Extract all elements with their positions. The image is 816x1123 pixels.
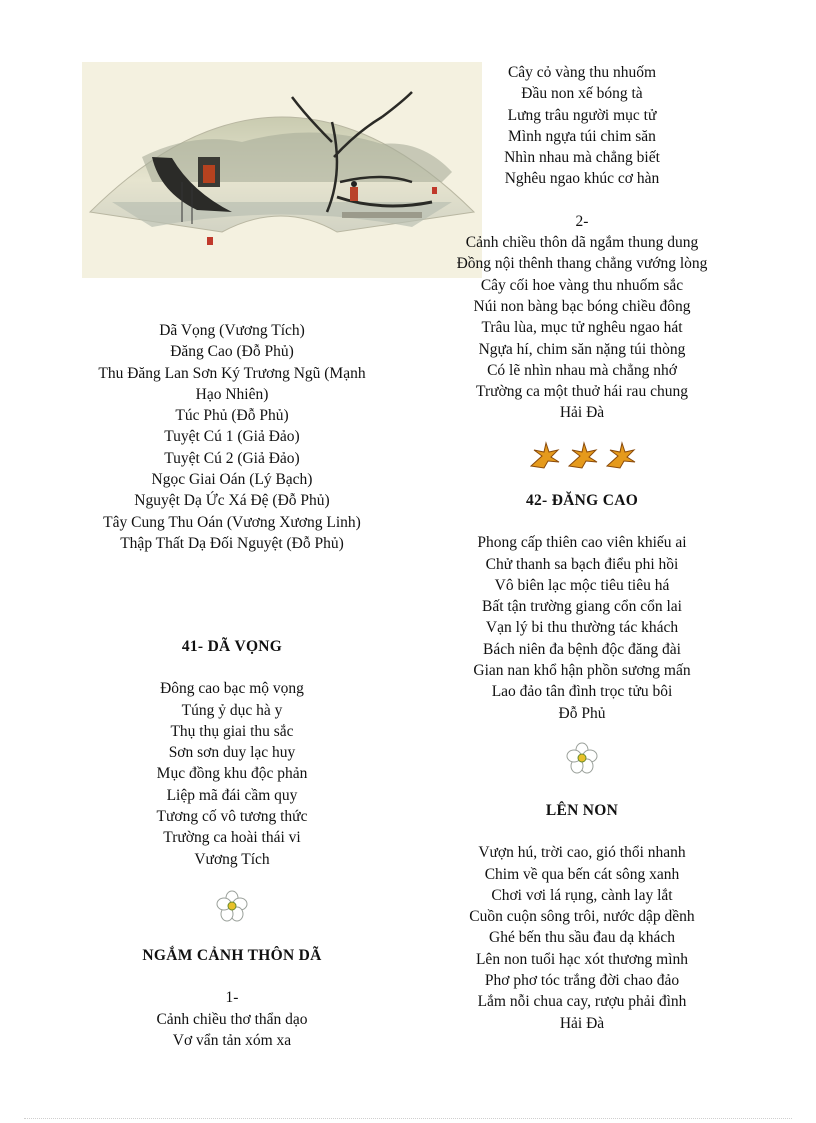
poem-author: Hải Đà bbox=[559, 1014, 605, 1032]
poem-line: Chim về qua bến cát sông xanh bbox=[484, 865, 680, 883]
poem-line: Phong cấp thiên cao viên khiếu ai bbox=[477, 534, 687, 552]
spacer bbox=[432, 190, 732, 211]
white-flower-icon bbox=[566, 742, 598, 774]
toc-item: Đăng Cao (Đỗ Phủ) bbox=[170, 343, 294, 361]
poem-title: LÊN NON bbox=[545, 802, 619, 819]
poem-line: Vượn hú, trời cao, gió thổi nhanh bbox=[478, 844, 686, 862]
poem-line: Có lẽ nhìn nhau mà chẳng nhớ bbox=[487, 361, 677, 379]
poem-author: Hải Đà bbox=[559, 404, 605, 422]
poem-line: Ghé bến thu sầu đau dạ khách bbox=[489, 929, 675, 947]
poem-line: Nhìn nhau mà chẳng biết bbox=[504, 149, 660, 167]
toc-item: Ngọc Giai Oán (Lý Bạch) bbox=[151, 471, 313, 489]
poem-41 bbox=[80, 636, 384, 870]
spacer bbox=[80, 657, 384, 678]
toc-item: Tây Cung Thu Oán (Vương Xương Linh) bbox=[103, 513, 361, 531]
poem-42 bbox=[432, 490, 732, 724]
poem-line: Lao đảo tân đình trọc tửu bôi bbox=[491, 683, 673, 701]
poem-line: Cảnh chiều thơ thẩn dạo bbox=[156, 1010, 308, 1028]
toc-item: Tuyệt Cú 2 (Giả Đảo) bbox=[164, 449, 300, 467]
spacer bbox=[432, 821, 732, 842]
poem-line: Chử thanh sa bạch điểu phi hồi bbox=[485, 555, 679, 573]
poem-line: Cây cối hoe vàng thu nhuốm sắc bbox=[480, 276, 684, 294]
poem-line: Bất tận trường giang cổn cổn lai bbox=[482, 598, 682, 616]
spacer bbox=[80, 966, 384, 987]
poem-line: Đầu non xế bóng tà bbox=[521, 85, 643, 103]
poem-line: Thụ thụ giai thu sắc bbox=[170, 722, 294, 740]
poem-line: Mình ngựa túi chim săn bbox=[508, 127, 656, 145]
poem-line: Đồng nội thênh thang chẳng vướng lòng bbox=[456, 255, 708, 273]
fan-painting-image bbox=[82, 62, 482, 278]
spacer bbox=[432, 511, 732, 532]
poem-line: Sơn sơn duy lạc huy bbox=[168, 744, 296, 762]
toc-item: Tuyệt Cú 1 (Giả Đảo) bbox=[164, 428, 300, 446]
autumn-leaf-icon bbox=[566, 440, 600, 470]
poem-line: Cuồn cuộn sông trôi, nước dập dềnh bbox=[469, 908, 695, 926]
poem-line: Đông cao bạc mộ vọng bbox=[160, 680, 304, 698]
poem-line: Vạn lý bi thu thường tác khách bbox=[485, 619, 679, 637]
poem-title: NGẮM CẢNH THÔN DÃ bbox=[142, 947, 322, 964]
poem-line: Túng ỷ dục hà y bbox=[181, 701, 283, 719]
toc-item: Nguyệt Dạ Ức Xá Đệ (Đỗ Phủ) bbox=[134, 492, 330, 510]
poem-line: Trâu lùa, mục tử nghêu ngao hát bbox=[481, 319, 683, 337]
page-bottom-divider bbox=[24, 1118, 792, 1119]
poem-line: Bách niên đa bệnh độc đăng đài bbox=[483, 640, 681, 658]
poem-ngam-canh bbox=[80, 945, 384, 1051]
toc-list bbox=[80, 320, 384, 554]
poem-line: Liệp mã đái cầm quy bbox=[166, 786, 298, 804]
poem-line: Mục đồng khu độc phản bbox=[156, 765, 308, 783]
toc-item: Thu Đăng Lan Sơn Ký Trương Ngũ (Mạnh Hạo Nhiên) bbox=[98, 364, 366, 403]
poem-line: Lên non tuổi hạc xót thương mình bbox=[475, 950, 689, 968]
autumn-leaf-icon bbox=[604, 440, 638, 470]
autumn-leaf-icon bbox=[528, 440, 562, 470]
poem-author: Đỗ Phủ bbox=[558, 704, 606, 722]
poem-line: Trường ca hoài thái vi bbox=[163, 829, 301, 847]
poem-title: 41- DÃ VỌNG bbox=[181, 638, 283, 655]
poem-line: Trường ca một thuở hái rau chung bbox=[476, 383, 688, 401]
toc-item: Thập Thất Dạ Đối Nguyệt (Đỗ Phủ) bbox=[120, 534, 344, 552]
white-flower-icon bbox=[216, 890, 248, 922]
part-marker: 1- bbox=[225, 989, 239, 1007]
poem-line: Vô biên lạc mộc tiêu tiêu há bbox=[494, 576, 670, 594]
autumn-leaves-ornament bbox=[528, 440, 638, 472]
poem-line: Tương cố vô tương thức bbox=[156, 808, 308, 826]
poem-ngam-canh-cont bbox=[432, 62, 732, 424]
poem-line: Cây cỏ vàng thu nhuốm bbox=[507, 64, 657, 81]
poem-line: Nghêu ngao khúc cơ hàn bbox=[504, 170, 660, 188]
poem-line: Núi non bàng bạc bóng chiều đông bbox=[473, 297, 691, 315]
poem-title: 42- ĐĂNG CAO bbox=[525, 492, 639, 509]
part-marker: 2- bbox=[575, 212, 589, 230]
poem-author: Vương Tích bbox=[194, 850, 270, 868]
poem-line: Cảnh chiều thôn dã ngắm thung dung bbox=[465, 234, 699, 252]
toc-item: Dã Vọng (Vương Tích) bbox=[159, 322, 305, 339]
toc-item: Túc Phủ (Đỗ Phủ) bbox=[175, 407, 289, 425]
poem-line: Chơi vơi lá rụng, cành lay lắt bbox=[491, 886, 673, 904]
poem-line: Phơ phơ tóc trắng đời chao đảo bbox=[484, 972, 680, 990]
poem-line: Lắm nỗi chua cay, rượu phải đình bbox=[477, 993, 687, 1011]
poem-len-non bbox=[432, 800, 732, 1034]
poem-line: Ngựa hí, chim săn nặng túi thòng bbox=[478, 340, 686, 358]
poem-line: Gian nan khổ hận phồn sương mấn bbox=[473, 662, 691, 680]
poem-line: Vơ vẩn tản xóm xa bbox=[172, 1031, 292, 1049]
poem-line: Lưng trâu người mục tử bbox=[507, 106, 657, 124]
